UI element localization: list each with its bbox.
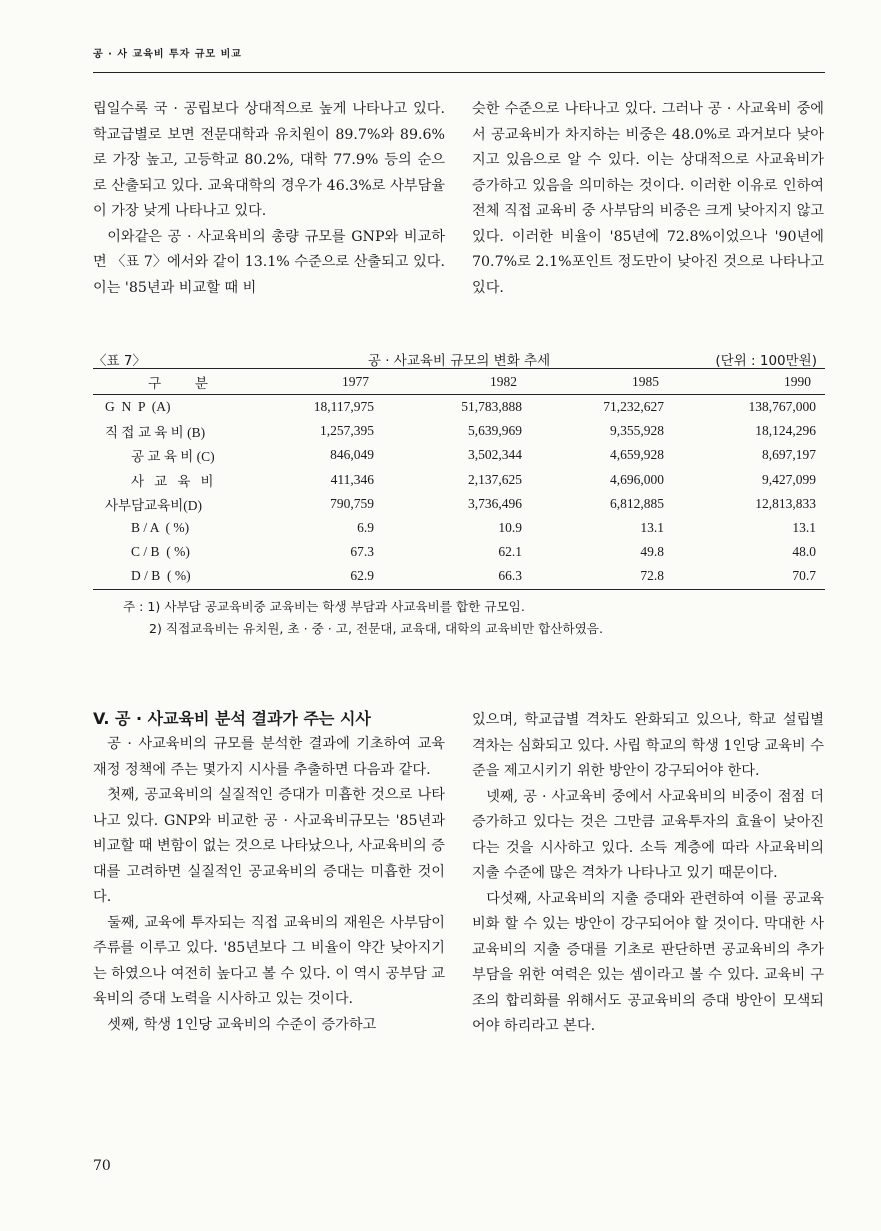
table-cell: 70.7 — [792, 568, 816, 584]
row-label: D / B ( %) — [131, 568, 191, 584]
table-cell: 4,696,000 — [610, 471, 664, 487]
table-cell: 138,767,000 — [748, 399, 816, 415]
header-year: 1977 — [342, 373, 369, 389]
header-year: 1985 — [632, 373, 659, 389]
table-cell: 6,812,885 — [610, 495, 664, 511]
header-year: 1990 — [784, 373, 811, 389]
table-cell: 411,346 — [330, 471, 374, 487]
table-notes — [93, 596, 825, 640]
paragraph: 둘째, 교육에 투자되는 직접 교육비의 재원은 사부담이 주류를 이루고 있다. '85년보다 그 비율이 약간 낮아지기는 하였으나 여전히 높다고 볼 수 있다. 이 역시 공부담 교육비의 증대 노력을 시사하고 있는 것이다. — [93, 914, 445, 1007]
paragraph: 셋째, 학생 1인당 교육비의 수준이 증가하고 — [107, 1016, 377, 1033]
table-cell: 48.0 — [792, 544, 816, 560]
table-cell: 18,117,975 — [313, 399, 374, 415]
running-header: 공 · 사 교육비 투자 규모 비교 — [93, 49, 242, 60]
table-cell: 13.1 — [640, 520, 664, 536]
table-cell: 67.3 — [350, 544, 374, 560]
top-right-column — [472, 97, 824, 301]
table-cell: 13.1 — [792, 520, 816, 536]
table-cell: 62.9 — [350, 568, 374, 584]
table-cell: 9,355,928 — [610, 423, 664, 439]
row-label: 직 접 교 육 비 (B) — [105, 425, 206, 441]
header-category: 구 분 — [148, 375, 208, 391]
table-row — [93, 419, 825, 443]
table-caption — [93, 346, 825, 368]
table-label: 〈표 7〉 — [93, 353, 146, 369]
table-unit: (단위 : 100만원) — [715, 353, 817, 369]
table-cell: 62.1 — [498, 544, 522, 560]
row-label: C / B ( %) — [131, 544, 190, 560]
table-cell: 10.9 — [498, 520, 522, 536]
table-cell: 72.8 — [640, 568, 664, 584]
table-row — [93, 540, 825, 564]
paragraph: 첫째, 공교육비의 실질적인 증대가 미흡한 것으로 나타나고 있다. GNP와 비교한 공 · 사교육비규모는 '85년과 비교할 때 변함이 없는 것으로 나타났으나, 사교육비의 증대를 고려하면 실질적인 공교육비의 증대는 미흡한 것이다. — [93, 787, 445, 905]
paragraph: 넷째, 공 · 사교육비 중에서 사교육비의 비중이 점점 더 증가하고 있다는 것은 그만큼 교육투자의 효율이 낮아진다는 것을 시사하고 있다. 소득 계층에 따라 사교육비의 지출 수준에 많은 격차가 나타나고 있기 때문이다. — [472, 788, 824, 881]
data-table — [93, 368, 825, 590]
table-cell: 2,137,625 — [468, 471, 522, 487]
bottom-left-column — [93, 732, 445, 1038]
table-row — [93, 492, 825, 516]
table-row — [93, 395, 825, 420]
table-cell: 790,759 — [330, 495, 374, 511]
table-row — [93, 516, 825, 540]
table-7 — [93, 346, 825, 640]
note-2: 2) 직접교육비는 유치원, 초 · 중 · 고, 전문대, 교육대, 대학의 교육비만 합산하였음. — [149, 620, 603, 636]
header-year: 1982 — [490, 373, 517, 389]
row-label: G N P (A) — [105, 399, 171, 415]
table-row — [93, 564, 825, 589]
table-cell: 6.9 — [357, 520, 374, 536]
bottom-right-column — [472, 708, 824, 1040]
table-row — [93, 443, 825, 467]
table-cell: 1,257,395 — [320, 423, 374, 439]
page-number: 70 — [93, 1158, 111, 1174]
row-label: 사 교 육 비 — [131, 473, 214, 489]
section-title: V. 공 · 사교육비 분석 결과가 주는 시사 — [93, 709, 371, 728]
table-cell: 4,659,928 — [610, 447, 664, 463]
row-label: 공 교 육 비 (C) — [131, 449, 215, 465]
paragraph: 다섯째, 사교육비의 지출 증대와 관련하여 이를 공교육비화 할 수 있는 방안이 강구되어야 할 것이다. 막대한 사교육비의 지출 증대를 기초로 판단하면 공교육비의 추가 부담을 위한 여력은 있는 셈이라고 볼 수 있다. 교육비 구조의 합리화를 위해서도 공교육비의 증대 방안이 모색되어야 하리라고 본다. — [472, 890, 824, 1034]
paragraph: 공 · 사교육비의 규모를 분석한 결과에 기초하여 교육 재정 정책에 주는 몇가지 시사를 추출하면 다음과 같다. — [93, 736, 445, 778]
paragraph: 있으며, 학교급별 격차도 완화되고 있으나, 학교 설립별 격차는 심화되고 있다. 사립 학교의 학생 1인당 교육비 수준을 제고시키기 위한 방안이 강구되어야 한다. — [472, 712, 824, 779]
table-cell: 71,232,627 — [603, 399, 664, 415]
table-header-row — [93, 369, 825, 395]
row-label: B / A ( %) — [131, 520, 190, 536]
table-cell: 3,502,344 — [468, 447, 522, 463]
table-cell: 49.8 — [640, 544, 664, 560]
row-label: 사부담교육비(D) — [105, 497, 202, 513]
table-cell: 9,427,099 — [762, 471, 816, 487]
table-cell: 846,049 — [330, 447, 374, 463]
note-1: 주 : 1) 사부담 공교육비중 교육비는 학생 부담과 사교육비를 합한 규모임. — [123, 598, 525, 614]
table-cell: 66.3 — [498, 568, 522, 584]
table-cell: 5,639,969 — [468, 423, 522, 439]
table-cell: 3,736,496 — [468, 495, 522, 511]
paragraph: 이와같은 공 · 사교육비의 총량 규모를 GNP와 비교하면 〈표 7〉에서와 같이 13.1% 수준으로 산출되고 있다. 이는 '85년과 비교할 때 비 — [93, 228, 445, 296]
table-cell: 12,813,833 — [755, 495, 816, 511]
table-cell: 18,124,296 — [755, 423, 816, 439]
table-cell: 8,697,197 — [762, 447, 816, 463]
table-cell: 51,783,888 — [461, 399, 522, 415]
paragraph: 립일수록 국 · 공립보다 상대적으로 높게 나타나고 있다. 학교급별로 보면 전문대학과 유치원이 89.7%와 89.6%로 가장 높고, 고등학교 80.2%, 대학 77.9% 등의 순으로 산출되고 있다. 교육대학의 경우가 46.3%로 사부담율이 가장 낮게 나타나고 있다. — [93, 101, 445, 219]
top-left-column — [93, 97, 445, 301]
table-title: 공 · 사교육비 규모의 변화 추세 — [367, 353, 551, 369]
table-row — [93, 468, 825, 492]
header-rule — [93, 72, 825, 73]
paragraph: 슷한 수준으로 나타나고 있다. 그러나 공 · 사교육비 중에서 공교육비가 차지하는 비중은 48.0%로 과거보다 낮아지고 있음으로 알 수 있다. 이는 상대적으로 사교육비가 증가하고 있음을 의미하는 것이다. 이러한 이유로 인하여 전체 직접 교육비 중 사부담의 비중은 크게 낮아지지 않고 있다. 이러한 비율이 '85년에 72.8%이었으나 '90년에 70.7%로 2.1%포인트 정도만이 낮아진 것으로 나타나고 있다. — [472, 101, 824, 296]
